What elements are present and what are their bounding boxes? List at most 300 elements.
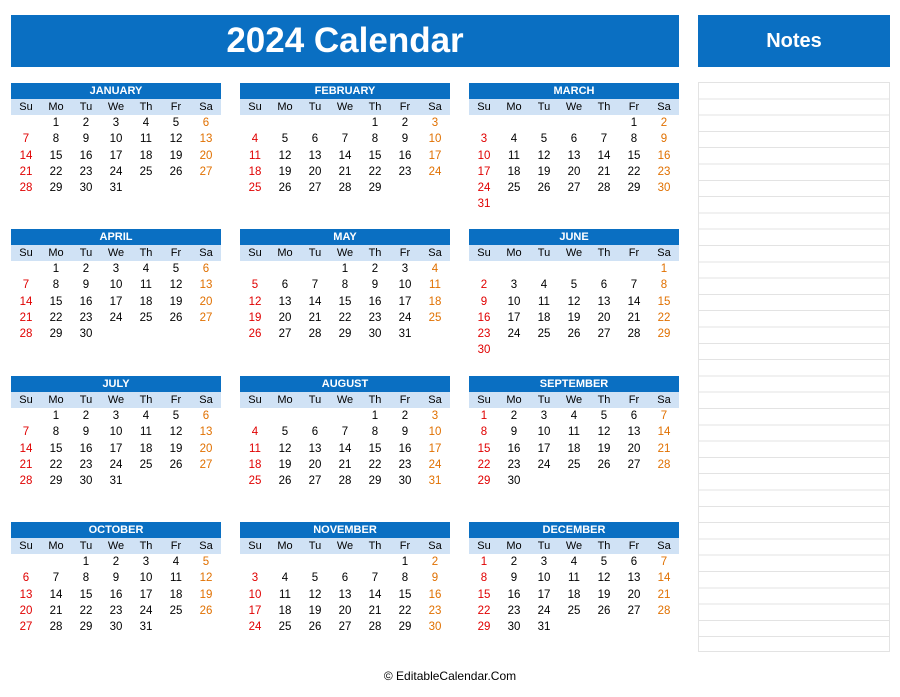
day-cell[interactable]: 26 xyxy=(597,604,611,617)
day-cell[interactable]: 5 xyxy=(600,556,608,568)
day-cell[interactable]: 9 xyxy=(431,572,439,585)
day-cell[interactable]: 16 xyxy=(398,149,412,162)
day-cell[interactable]: 28 xyxy=(368,621,382,634)
day-cell[interactable]: 20 xyxy=(19,604,33,617)
day-cell[interactable]: 16 xyxy=(368,295,382,308)
day-cell[interactable]: 14 xyxy=(368,588,382,601)
day-cell[interactable]: 23 xyxy=(657,165,671,178)
day-cell[interactable]: 10 xyxy=(507,295,521,308)
day-cell[interactable]: 4 xyxy=(172,556,180,568)
day-cell[interactable]: 16 xyxy=(398,442,412,455)
day-cell[interactable]: 8 xyxy=(371,426,379,439)
day-cell[interactable]: 22 xyxy=(477,458,491,471)
day-cell[interactable]: 6 xyxy=(630,410,638,422)
day-cell[interactable]: 7 xyxy=(660,410,668,422)
day-cell[interactable]: 14 xyxy=(19,442,33,455)
day-cell[interactable]: 18 xyxy=(537,311,551,324)
day-cell[interactable]: 5 xyxy=(281,426,289,439)
day-cell[interactable]: 12 xyxy=(169,133,183,146)
day-cell[interactable]: 20 xyxy=(308,458,322,471)
day-cell[interactable]: 6 xyxy=(22,572,30,585)
day-cell[interactable]: 18 xyxy=(139,442,153,455)
day-cell[interactable]: 7 xyxy=(311,279,319,292)
day-cell[interactable]: 22 xyxy=(49,311,63,324)
day-cell[interactable]: 23 xyxy=(507,458,521,471)
day-cell[interactable]: 2 xyxy=(82,263,90,275)
day-cell[interactable]: 22 xyxy=(477,604,491,617)
day-cell[interactable]: 13 xyxy=(338,588,352,601)
day-cell[interactable]: 4 xyxy=(142,263,150,275)
day-cell[interactable]: 25 xyxy=(139,311,153,324)
day-cell[interactable]: 19 xyxy=(278,165,292,178)
day-cell[interactable]: 20 xyxy=(338,604,352,617)
day-cell[interactable]: 14 xyxy=(597,149,611,162)
day-cell[interactable]: 27 xyxy=(627,604,641,617)
day-cell[interactable]: 25 xyxy=(248,475,262,488)
day-cell[interactable]: 5 xyxy=(311,572,319,585)
day-cell[interactable]: 1 xyxy=(371,117,379,129)
day-cell[interactable]: 9 xyxy=(401,133,409,146)
day-cell[interactable]: 25 xyxy=(507,182,521,195)
day-cell[interactable]: 4 xyxy=(540,279,548,292)
day-cell[interactable]: 20 xyxy=(627,588,641,601)
day-cell[interactable]: 7 xyxy=(660,556,668,568)
day-cell[interactable]: 22 xyxy=(79,604,93,617)
day-cell[interactable]: 19 xyxy=(248,311,262,324)
day-cell[interactable]: 11 xyxy=(568,426,580,439)
day-cell[interactable]: 14 xyxy=(19,149,33,162)
day-cell[interactable]: 30 xyxy=(79,475,93,488)
day-cell[interactable]: 13 xyxy=(308,442,322,455)
day-cell[interactable]: 17 xyxy=(507,311,521,324)
day-cell[interactable]: 25 xyxy=(428,311,442,324)
day-cell[interactable]: 23 xyxy=(109,604,123,617)
day-cell[interactable]: 26 xyxy=(537,182,551,195)
day-cell[interactable]: 13 xyxy=(308,149,322,162)
day-cell[interactable]: 6 xyxy=(341,572,349,585)
day-cell[interactable]: 4 xyxy=(431,263,439,275)
day-cell[interactable]: 6 xyxy=(202,263,210,275)
day-cell[interactable]: 23 xyxy=(398,458,412,471)
day-cell[interactable]: 29 xyxy=(398,621,412,634)
day-cell[interactable]: 15 xyxy=(49,295,63,308)
day-cell[interactable]: 18 xyxy=(278,604,292,617)
day-cell[interactable]: 10 xyxy=(398,279,412,292)
day-cell[interactable]: 28 xyxy=(49,621,63,634)
day-cell[interactable]: 29 xyxy=(49,328,63,341)
day-cell[interactable]: 17 xyxy=(428,149,442,162)
day-cell[interactable]: 30 xyxy=(398,475,412,488)
day-cell[interactable]: 2 xyxy=(401,410,409,422)
day-cell[interactable]: 6 xyxy=(600,279,608,292)
day-cell[interactable]: 18 xyxy=(567,588,581,601)
day-cell[interactable]: 8 xyxy=(371,133,379,146)
day-cell[interactable]: 21 xyxy=(19,311,33,324)
day-cell[interactable]: 11 xyxy=(429,279,441,292)
day-cell[interactable]: 24 xyxy=(507,328,521,341)
day-cell[interactable]: 5 xyxy=(540,133,548,146)
day-cell[interactable]: 10 xyxy=(537,426,551,439)
day-cell[interactable]: 4 xyxy=(251,133,259,146)
day-cell[interactable]: 30 xyxy=(79,328,93,341)
day-cell[interactable]: 11 xyxy=(249,149,261,162)
day-cell[interactable]: 15 xyxy=(368,149,382,162)
day-cell[interactable]: 20 xyxy=(597,311,611,324)
day-cell[interactable]: 24 xyxy=(248,621,262,634)
day-cell[interactable]: 4 xyxy=(142,410,150,422)
day-cell[interactable]: 26 xyxy=(278,182,292,195)
day-cell[interactable]: 18 xyxy=(169,588,183,601)
day-cell[interactable]: 14 xyxy=(338,149,352,162)
day-cell[interactable]: 16 xyxy=(507,588,521,601)
day-cell[interactable]: 1 xyxy=(52,263,60,275)
day-cell[interactable]: 25 xyxy=(139,458,153,471)
day-cell[interactable]: 5 xyxy=(172,263,180,275)
day-cell[interactable]: 2 xyxy=(112,556,120,568)
day-cell[interactable]: 7 xyxy=(341,133,349,146)
day-cell[interactable]: 17 xyxy=(139,588,153,601)
day-cell[interactable]: 24 xyxy=(398,311,412,324)
day-cell[interactable]: 10 xyxy=(109,133,123,146)
day-cell[interactable]: 2 xyxy=(480,279,488,292)
day-cell[interactable]: 23 xyxy=(368,311,382,324)
day-cell[interactable]: 4 xyxy=(142,117,150,129)
day-cell[interactable]: 7 xyxy=(22,279,30,292)
day-cell[interactable]: 26 xyxy=(567,328,581,341)
day-cell[interactable]: 15 xyxy=(477,442,491,455)
day-cell[interactable]: 24 xyxy=(139,604,153,617)
day-cell[interactable]: 12 xyxy=(597,426,611,439)
day-cell[interactable]: 27 xyxy=(308,182,322,195)
day-cell[interactable]: 3 xyxy=(510,279,518,292)
day-cell[interactable]: 30 xyxy=(109,621,123,634)
day-cell[interactable]: 5 xyxy=(251,279,259,292)
day-cell[interactable]: 17 xyxy=(109,149,123,162)
day-cell[interactable]: 26 xyxy=(169,458,183,471)
day-cell[interactable]: 16 xyxy=(507,442,521,455)
day-cell[interactable]: 30 xyxy=(428,621,442,634)
day-cell[interactable]: 4 xyxy=(251,426,259,439)
day-cell[interactable]: 12 xyxy=(278,149,292,162)
day-cell[interactable]: 1 xyxy=(52,117,60,129)
day-cell[interactable]: 27 xyxy=(308,475,322,488)
day-cell[interactable]: 24 xyxy=(109,311,123,324)
day-cell[interactable]: 19 xyxy=(597,442,611,455)
day-cell[interactable]: 28 xyxy=(597,182,611,195)
day-cell[interactable]: 21 xyxy=(657,442,671,455)
day-cell[interactable]: 5 xyxy=(570,279,578,292)
day-cell[interactable]: 15 xyxy=(627,149,641,162)
day-cell[interactable]: 14 xyxy=(49,588,63,601)
day-cell[interactable]: 24 xyxy=(477,182,491,195)
day-cell[interactable]: 12 xyxy=(537,149,551,162)
day-cell[interactable]: 4 xyxy=(570,410,578,422)
day-cell[interactable]: 30 xyxy=(79,182,93,195)
day-cell[interactable]: 29 xyxy=(79,621,93,634)
day-cell[interactable]: 19 xyxy=(567,311,581,324)
day-cell[interactable]: 8 xyxy=(52,133,60,146)
day-cell[interactable]: 22 xyxy=(49,458,63,471)
day-cell[interactable]: 1 xyxy=(52,410,60,422)
day-cell[interactable]: 12 xyxy=(308,588,322,601)
day-cell[interactable]: 4 xyxy=(570,556,578,568)
day-cell[interactable]: 3 xyxy=(112,410,120,422)
day-cell[interactable]: 10 xyxy=(428,426,442,439)
day-cell[interactable]: 25 xyxy=(567,458,581,471)
day-cell[interactable]: 28 xyxy=(338,475,352,488)
day-cell[interactable]: 20 xyxy=(199,295,213,308)
day-cell[interactable]: 1 xyxy=(480,410,488,422)
day-cell[interactable]: 22 xyxy=(49,165,63,178)
day-cell[interactable]: 22 xyxy=(368,458,382,471)
day-cell[interactable]: 16 xyxy=(428,588,442,601)
day-cell[interactable]: 13 xyxy=(19,588,33,601)
day-cell[interactable]: 3 xyxy=(480,133,488,146)
day-cell[interactable]: 27 xyxy=(567,182,581,195)
day-cell[interactable]: 5 xyxy=(600,410,608,422)
day-cell[interactable]: 19 xyxy=(169,149,183,162)
day-cell[interactable]: 25 xyxy=(278,621,292,634)
day-cell[interactable]: 20 xyxy=(567,165,581,178)
day-cell[interactable]: 22 xyxy=(368,165,382,178)
day-cell[interactable]: 12 xyxy=(567,295,581,308)
day-cell[interactable]: 3 xyxy=(112,117,120,129)
day-cell[interactable]: 19 xyxy=(199,588,213,601)
day-cell[interactable]: 8 xyxy=(480,426,488,439)
day-cell[interactable]: 8 xyxy=(480,572,488,585)
day-cell[interactable]: 4 xyxy=(510,133,518,146)
day-cell[interactable]: 30 xyxy=(657,182,671,195)
day-cell[interactable]: 28 xyxy=(338,182,352,195)
day-cell[interactable]: 11 xyxy=(249,442,261,455)
day-cell[interactable]: 3 xyxy=(540,556,548,568)
day-cell[interactable]: 14 xyxy=(19,295,33,308)
day-cell[interactable]: 19 xyxy=(278,458,292,471)
day-cell[interactable]: 2 xyxy=(371,263,379,275)
day-cell[interactable]: 18 xyxy=(507,165,521,178)
day-cell[interactable]: 22 xyxy=(398,604,412,617)
day-cell[interactable]: 17 xyxy=(537,442,551,455)
day-cell[interactable]: 19 xyxy=(308,604,322,617)
day-cell[interactable]: 23 xyxy=(79,311,93,324)
day-cell[interactable]: 14 xyxy=(657,572,671,585)
day-cell[interactable]: 12 xyxy=(597,572,611,585)
day-cell[interactable]: 15 xyxy=(368,442,382,455)
day-cell[interactable]: 19 xyxy=(169,295,183,308)
day-cell[interactable]: 25 xyxy=(248,182,262,195)
day-cell[interactable]: 3 xyxy=(540,410,548,422)
day-cell[interactable]: 18 xyxy=(248,165,262,178)
day-cell[interactable]: 10 xyxy=(109,279,123,292)
day-cell[interactable]: 23 xyxy=(79,458,93,471)
day-cell[interactable]: 8 xyxy=(52,279,60,292)
day-cell[interactable]: 3 xyxy=(142,556,150,568)
day-cell[interactable]: 21 xyxy=(627,311,641,324)
day-cell[interactable]: 15 xyxy=(79,588,93,601)
day-cell[interactable]: 26 xyxy=(199,604,213,617)
day-cell[interactable]: 8 xyxy=(660,279,668,292)
day-cell[interactable]: 8 xyxy=(52,426,60,439)
day-cell[interactable]: 14 xyxy=(338,442,352,455)
day-cell[interactable]: 26 xyxy=(169,311,183,324)
day-cell[interactable]: 7 xyxy=(630,279,638,292)
day-cell[interactable]: 28 xyxy=(627,328,641,341)
day-cell[interactable]: 2 xyxy=(660,117,668,129)
day-cell[interactable]: 6 xyxy=(311,133,319,146)
day-cell[interactable]: 16 xyxy=(657,149,671,162)
day-cell[interactable]: 17 xyxy=(428,442,442,455)
day-cell[interactable]: 27 xyxy=(199,458,213,471)
day-cell[interactable]: 15 xyxy=(657,295,671,308)
day-cell[interactable]: 24 xyxy=(109,165,123,178)
day-cell[interactable]: 9 xyxy=(660,133,668,146)
day-cell[interactable]: 17 xyxy=(109,442,123,455)
day-cell[interactable]: 13 xyxy=(567,149,581,162)
day-cell[interactable]: 17 xyxy=(477,165,491,178)
day-cell[interactable]: 30 xyxy=(507,621,521,634)
day-cell[interactable]: 18 xyxy=(428,295,442,308)
day-cell[interactable]: 20 xyxy=(308,165,322,178)
day-cell[interactable]: 24 xyxy=(109,458,123,471)
day-cell[interactable]: 11 xyxy=(170,572,182,585)
day-cell[interactable]: 8 xyxy=(630,133,638,146)
day-cell[interactable]: 25 xyxy=(139,165,153,178)
day-cell[interactable]: 13 xyxy=(597,295,611,308)
day-cell[interactable]: 29 xyxy=(49,475,63,488)
day-cell[interactable]: 7 xyxy=(371,572,379,585)
day-cell[interactable]: 26 xyxy=(597,458,611,471)
day-cell[interactable]: 31 xyxy=(109,182,123,195)
day-cell[interactable]: 21 xyxy=(19,165,33,178)
day-cell[interactable]: 24 xyxy=(537,604,551,617)
day-cell[interactable]: 8 xyxy=(341,279,349,292)
day-cell[interactable]: 10 xyxy=(477,149,491,162)
day-cell[interactable]: 2 xyxy=(401,117,409,129)
day-cell[interactable]: 6 xyxy=(630,556,638,568)
day-cell[interactable]: 24 xyxy=(537,458,551,471)
day-cell[interactable]: 11 xyxy=(140,426,152,439)
day-cell[interactable]: 14 xyxy=(657,426,671,439)
day-cell[interactable]: 1 xyxy=(371,410,379,422)
day-cell[interactable]: 19 xyxy=(169,442,183,455)
day-cell[interactable]: 6 xyxy=(281,279,289,292)
day-cell[interactable]: 22 xyxy=(338,311,352,324)
day-cell[interactable]: 7 xyxy=(341,426,349,439)
day-cell[interactable]: 29 xyxy=(627,182,641,195)
day-cell[interactable]: 1 xyxy=(401,556,409,568)
day-cell[interactable]: 17 xyxy=(398,295,412,308)
day-cell[interactable]: 13 xyxy=(278,295,292,308)
day-cell[interactable]: 21 xyxy=(308,311,322,324)
day-cell[interactable]: 28 xyxy=(19,475,33,488)
day-cell[interactable]: 31 xyxy=(139,621,153,634)
day-cell[interactable]: 1 xyxy=(82,556,90,568)
day-cell[interactable]: 3 xyxy=(112,263,120,275)
day-cell[interactable]: 25 xyxy=(169,604,183,617)
day-cell[interactable]: 15 xyxy=(398,588,412,601)
day-cell[interactable]: 15 xyxy=(338,295,352,308)
day-cell[interactable]: 30 xyxy=(477,344,491,357)
day-cell[interactable]: 7 xyxy=(22,426,30,439)
day-cell[interactable]: 9 xyxy=(82,426,90,439)
day-cell[interactable]: 16 xyxy=(79,295,93,308)
day-cell[interactable]: 21 xyxy=(19,458,33,471)
day-cell[interactable]: 19 xyxy=(537,165,551,178)
day-cell[interactable]: 9 xyxy=(510,572,518,585)
day-cell[interactable]: 12 xyxy=(199,572,213,585)
day-cell[interactable]: 28 xyxy=(19,328,33,341)
day-cell[interactable]: 2 xyxy=(431,556,439,568)
day-cell[interactable]: 31 xyxy=(477,198,491,211)
day-cell[interactable]: 17 xyxy=(248,604,262,617)
day-cell[interactable]: 15 xyxy=(49,442,63,455)
day-cell[interactable]: 8 xyxy=(82,572,90,585)
day-cell[interactable]: 22 xyxy=(627,165,641,178)
day-cell[interactable]: 10 xyxy=(109,426,123,439)
day-cell[interactable]: 22 xyxy=(657,311,671,324)
day-cell[interactable]: 16 xyxy=(79,442,93,455)
day-cell[interactable]: 21 xyxy=(368,604,382,617)
day-cell[interactable]: 14 xyxy=(627,295,641,308)
day-cell[interactable]: 9 xyxy=(82,133,90,146)
day-cell[interactable]: 13 xyxy=(627,426,641,439)
day-cell[interactable]: 19 xyxy=(597,588,611,601)
day-cell[interactable]: 23 xyxy=(79,165,93,178)
day-cell[interactable]: 28 xyxy=(657,604,671,617)
day-cell[interactable]: 6 xyxy=(311,426,319,439)
day-cell[interactable]: 2 xyxy=(510,410,518,422)
day-cell[interactable]: 23 xyxy=(428,604,442,617)
day-cell[interactable]: 21 xyxy=(338,458,352,471)
day-cell[interactable]: 28 xyxy=(19,182,33,195)
day-cell[interactable]: 9 xyxy=(480,295,488,308)
day-cell[interactable]: 11 xyxy=(279,588,291,601)
day-cell[interactable]: 31 xyxy=(109,475,123,488)
day-cell[interactable]: 11 xyxy=(568,572,580,585)
day-cell[interactable]: 29 xyxy=(368,475,382,488)
day-cell[interactable]: 26 xyxy=(308,621,322,634)
day-cell[interactable]: 3 xyxy=(401,263,409,275)
day-cell[interactable]: 27 xyxy=(19,621,33,634)
day-cell[interactable]: 5 xyxy=(172,410,180,422)
day-cell[interactable]: 1 xyxy=(341,263,349,275)
day-cell[interactable]: 30 xyxy=(507,475,521,488)
day-cell[interactable]: 29 xyxy=(477,475,491,488)
day-cell[interactable]: 29 xyxy=(338,328,352,341)
day-cell[interactable]: 5 xyxy=(202,556,210,568)
notes-lines[interactable] xyxy=(698,82,890,652)
day-cell[interactable]: 26 xyxy=(248,328,262,341)
day-cell[interactable]: 1 xyxy=(480,556,488,568)
day-cell[interactable]: 13 xyxy=(199,133,213,146)
day-cell[interactable]: 5 xyxy=(172,117,180,129)
day-cell[interactable]: 3 xyxy=(431,117,439,129)
day-cell[interactable]: 30 xyxy=(368,328,382,341)
day-cell[interactable]: 27 xyxy=(338,621,352,634)
day-cell[interactable]: 10 xyxy=(428,133,442,146)
day-cell[interactable]: 20 xyxy=(278,311,292,324)
day-cell[interactable]: 10 xyxy=(139,572,153,585)
day-cell[interactable]: 28 xyxy=(308,328,322,341)
day-cell[interactable]: 21 xyxy=(657,588,671,601)
day-cell[interactable]: 9 xyxy=(510,426,518,439)
day-cell[interactable]: 18 xyxy=(567,442,581,455)
day-cell[interactable]: 6 xyxy=(202,117,210,129)
day-cell[interactable]: 6 xyxy=(202,410,210,422)
day-cell[interactable]: 9 xyxy=(112,572,120,585)
day-cell[interactable]: 20 xyxy=(199,149,213,162)
day-cell[interactable]: 21 xyxy=(338,165,352,178)
